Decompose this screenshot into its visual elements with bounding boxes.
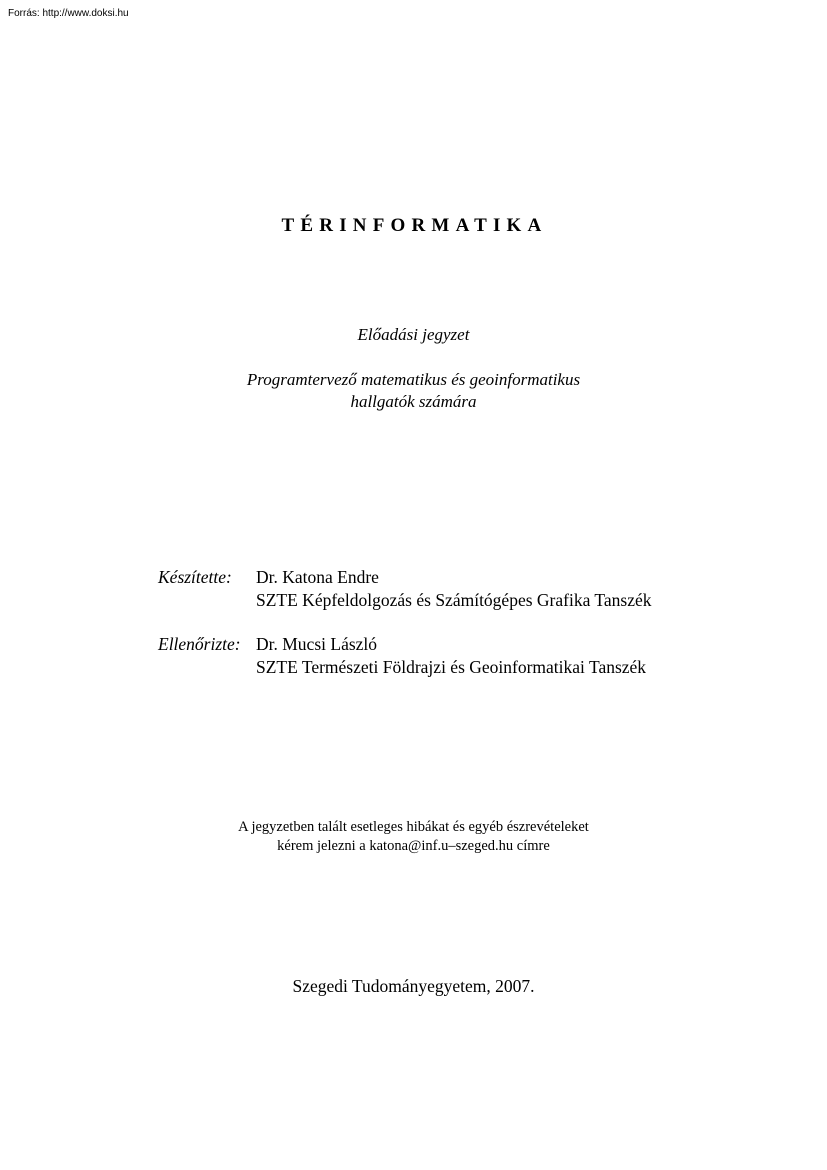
document-subtitle: Előadási jegyzet — [357, 325, 470, 344]
audience-line-1: Programtervező matematikus és geoinformatikus — [246, 370, 581, 389]
author-name: Dr. Katona Endre — [256, 567, 379, 587]
reviewer-department: SZTE Természeti Földrajzi és Geoinformatikai Tanszék — [256, 657, 647, 677]
publisher-footer: Szegedi Tudományegyetem, 2007. — [292, 976, 535, 996]
audience-line-2: hallgatók számára — [350, 392, 477, 411]
source-label: Forrás: http://www.doksi.hu — [8, 8, 129, 19]
document-title: TÉRINFORMATIKA — [281, 215, 548, 236]
reviewer-name: Dr. Mucsi László — [256, 634, 378, 654]
author-department: SZTE Képfeldolgozás és Számítógépes Grafika Tanszék — [256, 590, 652, 610]
feedback-note-line-1: A jegyzetben talált esetleges hibákat és egyéb észrevételeket — [238, 819, 589, 835]
reviewer-role-label: Ellenőrizte: — [158, 634, 241, 654]
feedback-note — [0, 818, 827, 856]
author-role-label: Készítette: — [158, 567, 232, 587]
feedback-note-line-2: kérem jelezni a katona@inf.u–szeged.hu címre — [277, 838, 550, 854]
audience-text — [0, 369, 827, 413]
